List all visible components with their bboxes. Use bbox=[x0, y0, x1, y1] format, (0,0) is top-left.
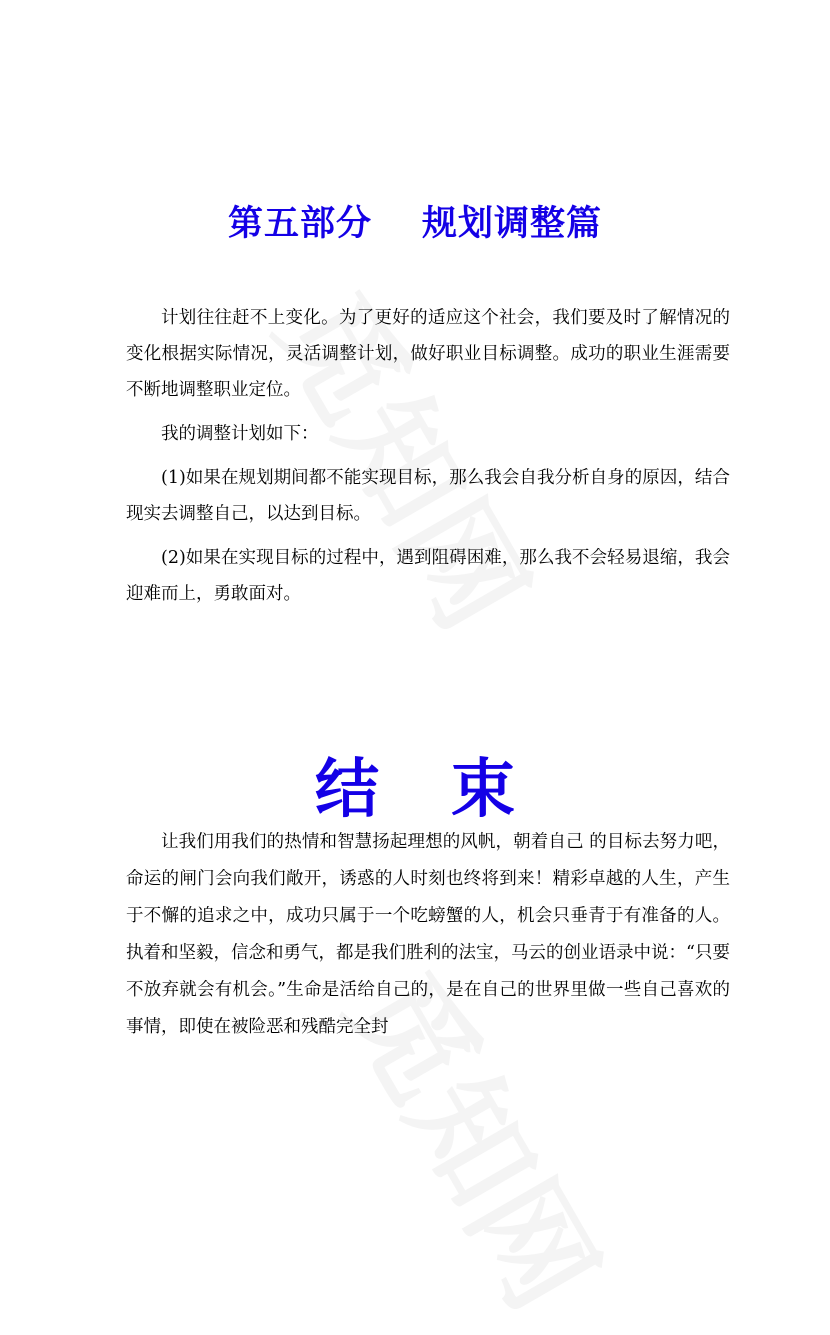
paragraph-plan-item-1: (1)如果在规划期间都不能实现目标，那么我会自我分析自身的原因，结合现实去调整自己，以达到目标。 bbox=[126, 468, 730, 524]
ending-heading bbox=[0, 738, 830, 830]
ending-heading-char-2: 束 bbox=[451, 752, 515, 827]
section-part-label: 第五部分 bbox=[227, 203, 372, 244]
paragraph-plan-item-2: (2)如果在实现目标的过程中，遇到阻碍困难，那么我不会轻易退缩，我会迎难而上，勇敢面对。 bbox=[126, 548, 730, 604]
paragraph-intro: 计划往往赶不上变化。为了更好的适应这个社会，我们要及时了解情况的变化根据实际情况，灵活调整计划，做好职业目标调整。成功的职业生涯需要不断地调整职业定位。 bbox=[126, 308, 730, 400]
section-heading bbox=[0, 196, 830, 246]
ending-body bbox=[126, 824, 730, 1054]
ending-heading-char-1: 结 bbox=[315, 752, 379, 827]
section-body bbox=[126, 300, 730, 620]
section-title: 规划调整篇 bbox=[422, 203, 603, 244]
paragraph-ending: 让我们用我们的热情和智慧扬起理想的风帆，朝着自己 的目标去努力吧，命运的闸门会向我们敞开，诱惑的人时刻也终将到来！精彩卓越的人生，产生于不懈的追求之中，成功只属于一个吃螃蟹的人，机会只垂青于有准备的人。执着和坚毅，信念和勇气，都是我们胜利的法宝，马云的创业语录中说：“只要不放弃就会有机会。”生命是活给自己的，是在自己的世界里做一些自己喜欢的事情，即使在被险恶和残酷完全封 bbox=[126, 832, 730, 1037]
paragraph-plan-heading: 我的调整计划如下： bbox=[161, 424, 319, 444]
